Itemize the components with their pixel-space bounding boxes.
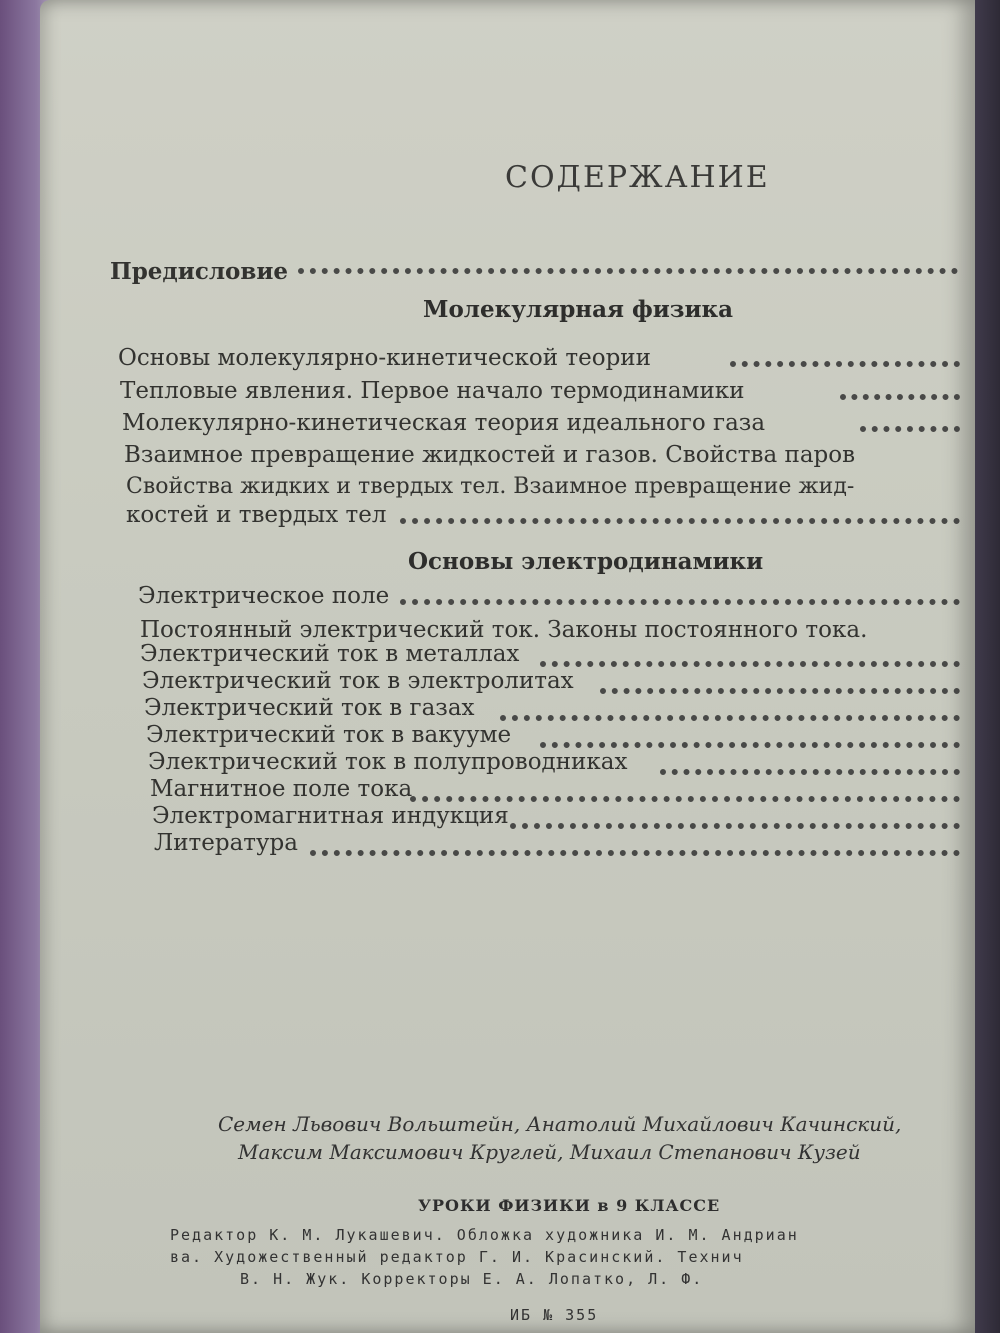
toc-item: Взаимное превращение жидкостей и газов. Свойства паров [124,442,856,468]
toc-item: Свойства жидких и твердых тел. Взаимное превращение жид- [126,474,855,499]
toc-leader [660,763,960,775]
toc-item: Литература [154,830,298,856]
book-page [40,0,975,1333]
toc-leader [310,844,960,856]
imprint-authors-line1: Семен Львович Вольштейн, Анатолий Михайлович Качинский, [218,1112,902,1136]
toc-preface: Предисловие [110,258,289,285]
toc-item: Электрический ток в металлах [140,641,520,667]
toc-leader [840,388,960,400]
toc-leader [410,790,960,802]
toc-item: Электрический ток в полупроводниках [148,749,628,775]
toc-item: Электрический ток в вакууме [146,722,512,748]
toc-item: костей и твердых тел [126,502,387,528]
toc-leader [540,655,960,667]
toc-leader [500,709,960,721]
toc-leader [510,817,960,829]
section-heading-molecular: Молекулярная физика [423,296,734,323]
toc-leader [860,420,960,432]
toc-leader [400,593,960,605]
toc-item: Постоянный электрический ток. Законы постоянного тока. [140,617,868,643]
toc-item: Основы молекулярно-кинетической теории [118,345,651,371]
imprint-credits-line2: ва. Художественный редактор Г. И. Красинский. Технич [170,1248,744,1266]
page-title: СОДЕРЖАНИЕ [505,160,770,195]
imprint-credits-line1: Редактор К. М. Лукашевич. Обложка художника И. М. Андриан [170,1226,799,1244]
toc-item: Тепловые явления. Первое начало термодинамики [120,378,745,404]
toc-item: Электрический ток в газах [144,695,475,721]
toc-leader [600,682,960,694]
toc-item: Молекулярно-кинетическая теория идеального газа [122,410,766,436]
toc-item: Электромагнитная индукция [152,803,509,829]
toc-leader [730,355,960,367]
toc-item: Магнитное поле тока [150,776,413,802]
imprint-credits-line4: ИБ № 355 [510,1306,599,1324]
imprint-authors-line2: Максим Максимович Круглей, Михаил Степанович Кузей [238,1140,861,1164]
toc-item: Электрический ток в электролитах [142,668,574,694]
imprint-credits-line3: В. Н. Жук. Корректоры Е. А. Лопатко, Л. Ф. [240,1270,704,1288]
toc-item: Электрическое поле [138,583,390,609]
section-heading-electro: Основы электродинамики [408,548,764,575]
toc-leader [400,512,960,524]
imprint-book-title: УРОКИ ФИЗИКИ в 9 КЛАССЕ [418,1196,721,1215]
toc-leader [298,262,958,274]
toc-leader [540,736,960,748]
